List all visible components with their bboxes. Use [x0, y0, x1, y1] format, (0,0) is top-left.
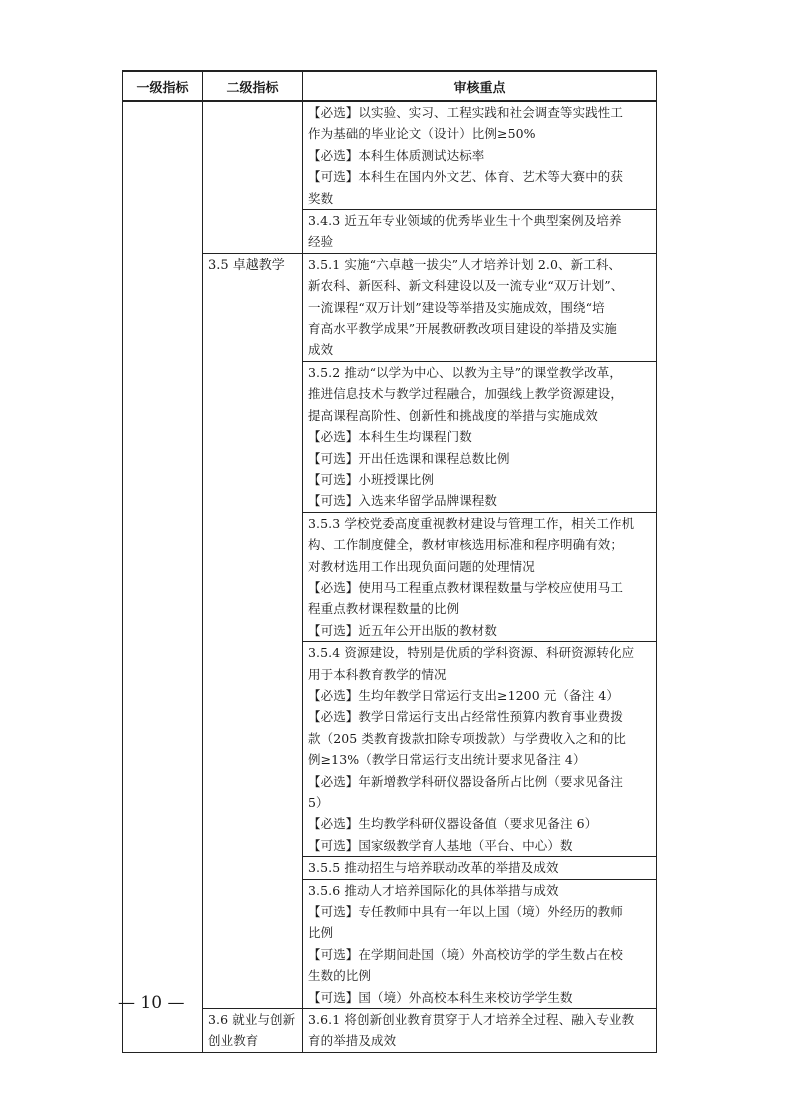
cell-line: 新农科、新医科、新文科建设以及一流专业“双万计划”、: [308, 278, 624, 294]
cell-line: 款（205 类教育拨款扣除专项拨款）与学费收入之和的比: [308, 730, 627, 746]
cell-line: 5）: [308, 795, 329, 810]
table-row: [123, 253, 657, 361]
level2-cell-continued: [203, 101, 303, 253]
cell-line: 奖数: [308, 190, 334, 206]
cell-line: 【必选】本科生体质测试达标率: [308, 147, 485, 163]
review-cell: [303, 210, 657, 254]
cell-line: 创业教育: [208, 1033, 259, 1049]
cell-line: 3.5.3 学校党委高度重视教材建设与管理工作，相关工作机: [308, 515, 635, 531]
header-level1: 一级指标: [123, 71, 203, 101]
header-level2: 二级指标: [203, 71, 303, 101]
cell-line: 程重点教材课程数量的比例: [308, 601, 460, 617]
level2-cell-employment-innovation: [203, 1009, 303, 1053]
table-row: [123, 1009, 657, 1053]
cell-line: 提高课程高阶性、创新性和挑战度的举措与实施成效: [308, 407, 598, 423]
cell-line: 【可选】小班授课比例: [308, 471, 435, 487]
cell-line: 【可选】国家级教学育人基地（平台、中心）数: [308, 837, 573, 853]
cell-line: 育高水平教学成果”开展教研教改项目建设的举措及实施: [308, 321, 617, 337]
page-number: — 10 —: [118, 993, 185, 1013]
cell-line: 3.4.3 近五年专业领域的优秀毕业生十个典型案例及培养: [308, 213, 622, 229]
cell-line: 3.5.5 推动招生与培养联动改革的举措及成效: [308, 860, 559, 876]
cell-line: 【必选】以实验、实习、工程实践和社会调查等实践性工: [308, 105, 624, 120]
cell-line: 3.5.1 实施“六卓越一拔尖”人才培养计划 2.0、新工科、: [308, 256, 622, 272]
cell-line: 【必选】生均年教学日常运行支出≥1200 元（备注 4）: [308, 687, 619, 703]
cell-line: 【必选】本科生生均课程门数: [308, 429, 472, 445]
review-cell: [303, 642, 657, 857]
level2-cell-excellent-teaching: 3.5 卓越教学: [203, 253, 303, 1008]
cell-line: 3.6.1 将创新创业教育贯穿于人才培养全过程、融入专业教: [308, 1012, 635, 1028]
review-cell: [303, 1009, 657, 1053]
cell-line: 【可选】开出任选课和课程总数比例: [308, 450, 510, 466]
cell-line: 成效: [308, 342, 334, 358]
cell-line: 推进信息技术与教学过程融合，加强线上教学资源建设，: [308, 386, 624, 402]
cell-line: 经验: [308, 234, 334, 250]
cell-line: 构、工作制度健全，教材审核选用标准和程序明确有效；: [308, 537, 624, 553]
cell-line: 生数的比例: [308, 968, 372, 984]
cell-line: 【可选】入选来华留学品牌课程数: [308, 493, 498, 509]
review-cell: [303, 512, 657, 641]
cell-line: 育的举措及成效: [308, 1033, 397, 1049]
cell-line: 一流课程“双万计划”建设等举措及实施成效，围绕“培: [308, 299, 605, 315]
cell-line: 3.5.6 推动人才培养国际化的具体举措与成效: [308, 882, 559, 898]
cell-line: 3.5.2 推动“以学为中心、以教为主导”的课堂教学改革，: [308, 364, 622, 380]
review-cell: [303, 857, 657, 879]
cell-line: 【可选】近五年公开出版的教材数: [308, 622, 498, 638]
cell-line: 【必选】生均教学科研仪器设备值（要求见备注 6）: [308, 816, 598, 832]
cell-line: 3.5.4 资源建设，特别是优质的学科资源、科研资源转化应: [308, 645, 635, 661]
cell-line: 【可选】专任教师中具有一年以上国（境）外经历的教师: [308, 904, 624, 920]
cell-line: 【必选】教学日常运行支出占经常性预算内教育事业费拨: [308, 709, 624, 725]
cell-line: 作为基础的毕业论文（设计）比例≥50%: [308, 126, 536, 142]
table-row: [123, 101, 657, 210]
cell-line: 【必选】年新增教学科研仪器设备所占比例（要求见备注: [308, 773, 624, 789]
cell-line: 比例: [308, 925, 334, 941]
review-cell: [303, 361, 657, 512]
cell-line: 【可选】国（境）外高校本科生来校访学学生数: [308, 989, 573, 1005]
cell-line: 3.6 就业与创新: [208, 1012, 296, 1028]
review-cell: [303, 101, 657, 210]
table-header-row: [123, 71, 657, 101]
cell-line: 对教材选用工作出现负面问题的处理情况: [308, 558, 535, 574]
cell-line: 【必选】使用马工程重点教材课程数量与学校应使用马工: [308, 579, 624, 595]
header-review-focus: 审核重点: [303, 71, 657, 101]
review-cell: [303, 879, 657, 1008]
review-cell: [303, 253, 657, 361]
cell-line: 用于本科教育教学的情况: [308, 666, 447, 682]
cell-line: 【可选】在学期间赴国（境）外高校访学的学生数占在校: [308, 946, 624, 962]
level1-cell: [123, 101, 203, 1052]
review-table: [122, 70, 657, 1053]
cell-line: 【可选】本科生在国内外文艺、体育、艺术等大赛中的获: [308, 169, 624, 185]
cell-line: 例≥13%（教学日常运行支出统计要求见备注 4）: [308, 752, 586, 768]
